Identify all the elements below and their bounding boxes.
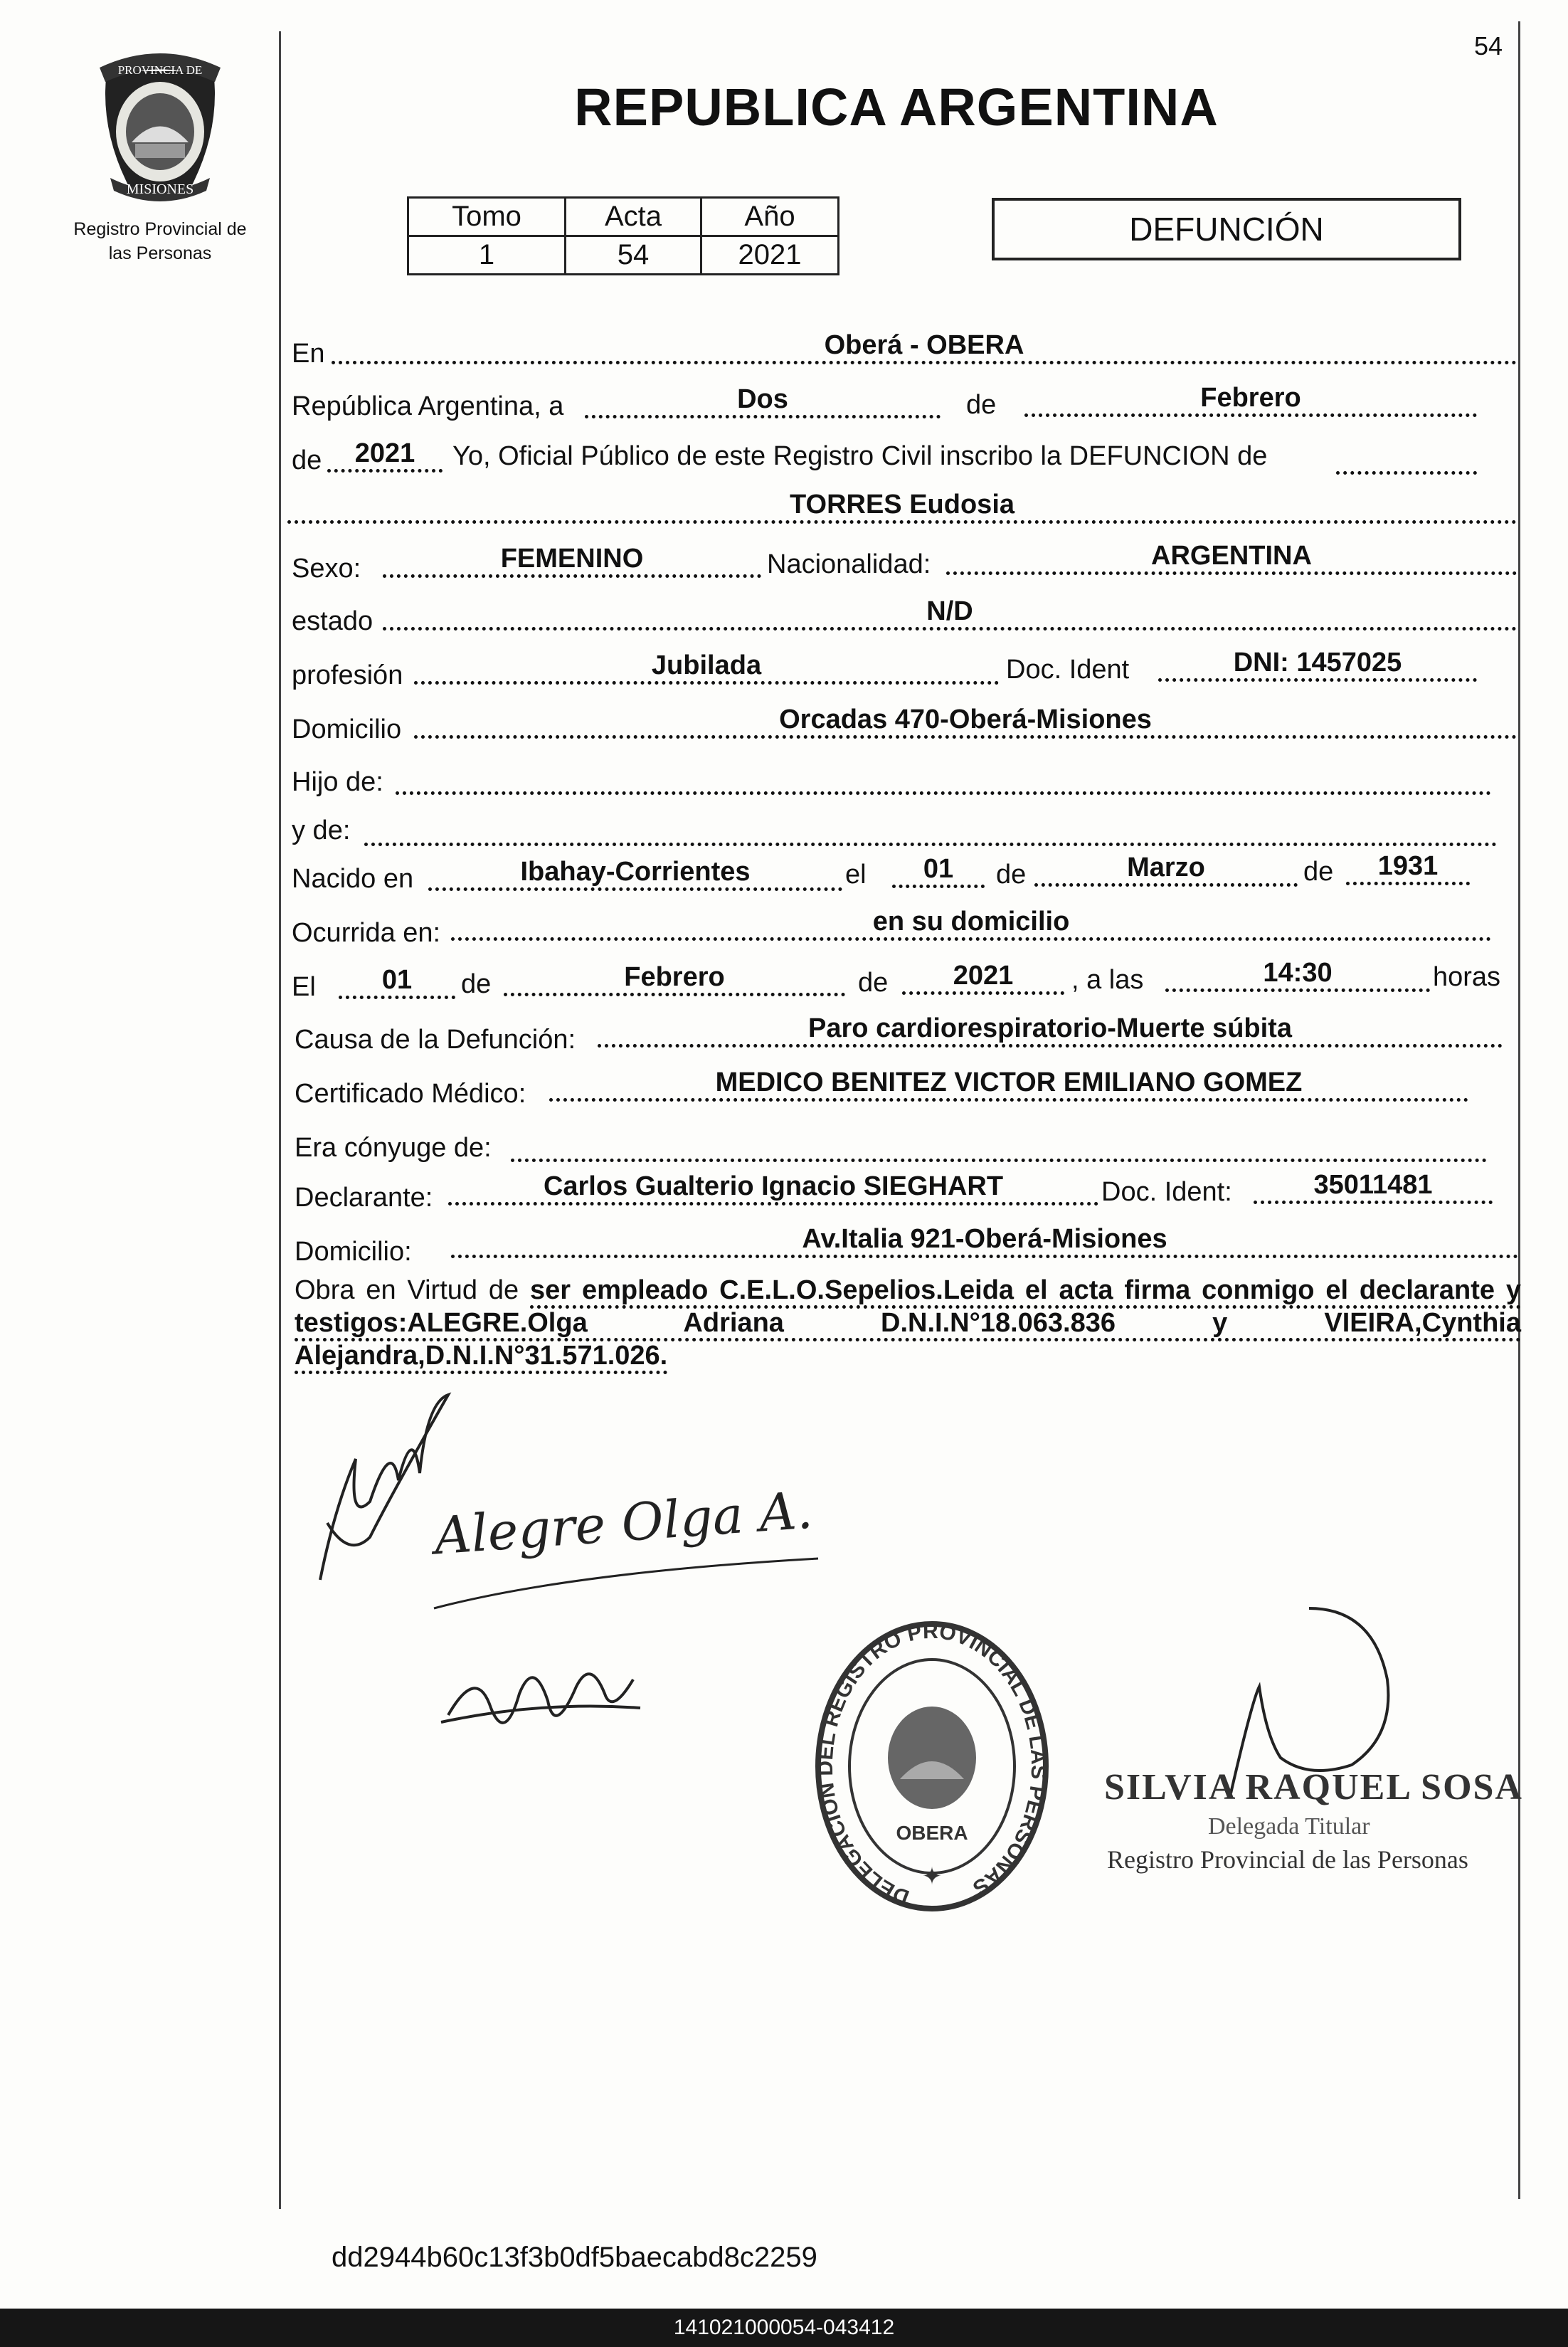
field-conyuge — [511, 1127, 1487, 1162]
obra-en-virtud — [295, 1274, 1521, 1372]
footer-code: 141021000054-043412 — [0, 2309, 1568, 2347]
ref-header-tomo: Tomo — [408, 198, 566, 236]
label-de-1: de — [966, 390, 997, 420]
label-declarante: Declarante: — [295, 1183, 433, 1213]
label-de-5: de — [461, 969, 492, 999]
reference-value-row — [408, 236, 839, 275]
ref-value-tomo: 1 — [408, 236, 566, 275]
field-nac-mes: Marzo — [1034, 853, 1298, 887]
label-republica: República Argentina, a — [292, 391, 564, 421]
field-domicilio: Orcadas 470-Oberá-Misiones — [414, 705, 1517, 739]
field-causa: Paro cardiorespiratorio-Muerte súbita — [598, 1013, 1503, 1048]
field-anio: 2021 — [327, 438, 443, 473]
witness-signature-vieira — [434, 1651, 647, 1751]
field-obra: ser empleado C.E.L.O.Sepelios.Leida el acta firma conmigo el declarante y testigos:ALEGRE.Olga Adriana D.N.I.N°18.063.836 y VIEIRA,Cynthia Alejandra,D.N.I.N°31.571.026. — [295, 1275, 1521, 1374]
stamp-ring-text: DELEGACION DEL REGISTRO PROVINCIAL DE LAS PERSONAS — [813, 1619, 1051, 1909]
emblem-top-lettering: PROVINCIA DE — [117, 63, 203, 77]
document-type-box: DEFUNCIÓN — [992, 198, 1461, 260]
field-nac-anio: 1931 — [1346, 851, 1470, 885]
label-oficial: Yo, Oficial Público de este Registro Civil inscribo la DEFUNCION de — [452, 441, 1268, 471]
ref-value-acta: 54 — [566, 236, 701, 275]
registry-stamp — [811, 1615, 1053, 1929]
label-hijo-de: Hijo de: — [292, 767, 383, 797]
label-conyuge: Era cónyuge de: — [295, 1133, 492, 1163]
label-de-2: de — [292, 445, 322, 475]
label-doc-ident-2: Doc. Ident: — [1101, 1177, 1232, 1207]
field-doc-ident: DNI: 1457025 — [1158, 648, 1477, 682]
field-nacionalidad: ARGENTINA — [946, 541, 1517, 575]
label-en: En — [292, 339, 325, 369]
field-profesion: Jubilada — [414, 650, 999, 685]
reference-header-row — [408, 198, 839, 236]
field-sexo: FEMENINO — [383, 544, 761, 578]
label-de-3: de — [996, 860, 1027, 890]
page-number: 54 — [1474, 31, 1503, 60]
official-title: Delegada Titular — [1208, 1813, 1370, 1840]
field-declarante: Carlos Gualterio Ignacio SIEGHART — [448, 1171, 1098, 1206]
label-de-4: de — [1303, 857, 1334, 887]
label-obra: Obra en Virtud de — [295, 1275, 519, 1305]
label-horas: horas — [1433, 962, 1501, 992]
label-y-de: y de: — [292, 816, 351, 845]
field-def-mes: Febrero — [504, 962, 845, 996]
stamp-center-text: OBERA — [896, 1822, 968, 1844]
right-margin-line — [1518, 21, 1520, 2199]
official-name: SILVIA RAQUEL SOSA — [1104, 1767, 1523, 1808]
field-def-anio: 2021 — [902, 961, 1064, 995]
stamp-star-icon: ✦ — [921, 1863, 943, 1890]
label-domicilio: Domicilio — [292, 714, 402, 744]
field-lugar: Oberá - OBERA — [332, 330, 1517, 364]
org-name — [43, 217, 277, 265]
field-ocurrida-en: en su domicilio — [451, 907, 1491, 941]
field-y-de — [364, 811, 1497, 846]
org-line-1: Registro Provincial de — [73, 219, 247, 239]
field-def-dia: 01 — [339, 965, 455, 999]
left-margin-line — [279, 31, 281, 2209]
field-dia: Dos — [585, 384, 941, 418]
field-nacido-en: Ibahay-Corrientes — [428, 857, 842, 891]
org-line-2: las Personas — [108, 243, 212, 263]
ref-header-acta: Acta — [566, 198, 701, 236]
label-domicilio-2: Domicilio: — [295, 1237, 412, 1267]
field-hora: 14:30 — [1165, 958, 1430, 992]
label-el-2: El — [292, 972, 316, 1002]
field-hijo-de — [396, 760, 1491, 795]
page-title: REPUBLICA ARGENTINA — [574, 78, 1219, 137]
label-ocurrida-en: Ocurrida en: — [292, 918, 441, 948]
label-certificado: Certificado Médico: — [295, 1079, 526, 1109]
field-nombre: TORRES Eudosia — [287, 490, 1517, 524]
document-hash: dd2944b60c13f3b0df5baecabd8c2259 — [332, 2242, 817, 2273]
field-certificado: MEDICO BENITEZ VICTOR EMILIANO GOMEZ — [549, 1067, 1468, 1102]
label-profesion: profesión — [292, 660, 403, 690]
label-causa: Causa de la Defunción: — [295, 1025, 576, 1055]
label-sexo: Sexo: — [292, 554, 361, 584]
label-estado: estado — [292, 606, 374, 636]
field-nac-dia: 01 — [892, 854, 985, 888]
field-doc-ident-2: 35011481 — [1254, 1170, 1493, 1204]
official-org: Registro Provincial de las Personas — [1107, 1845, 1468, 1874]
field-mes: Febrero — [1024, 383, 1477, 417]
field-oficial-blank — [1336, 438, 1477, 475]
witness-signature-alegre: Alegre Olga A. — [432, 1480, 815, 1566]
label-nacionalidad: Nacionalidad: — [767, 549, 931, 579]
ref-header-anio: Año — [701, 198, 839, 236]
label-de-6: de — [858, 968, 889, 998]
field-estado: N/D — [383, 596, 1517, 631]
label-a-las: , a las — [1071, 965, 1144, 995]
label-doc-ident: Doc. Ident — [1006, 655, 1130, 685]
ref-value-anio: 2021 — [701, 236, 839, 275]
label-el-1: el — [845, 860, 867, 890]
label-nacido-en: Nacido en — [292, 864, 414, 894]
signature-underline — [427, 1544, 825, 1615]
emblem-bottom-lettering: MISIONES — [126, 181, 194, 197]
field-domicilio-2: Av.Italia 921-Oberá-Misiones — [451, 1224, 1518, 1258]
reference-table — [407, 196, 839, 275]
